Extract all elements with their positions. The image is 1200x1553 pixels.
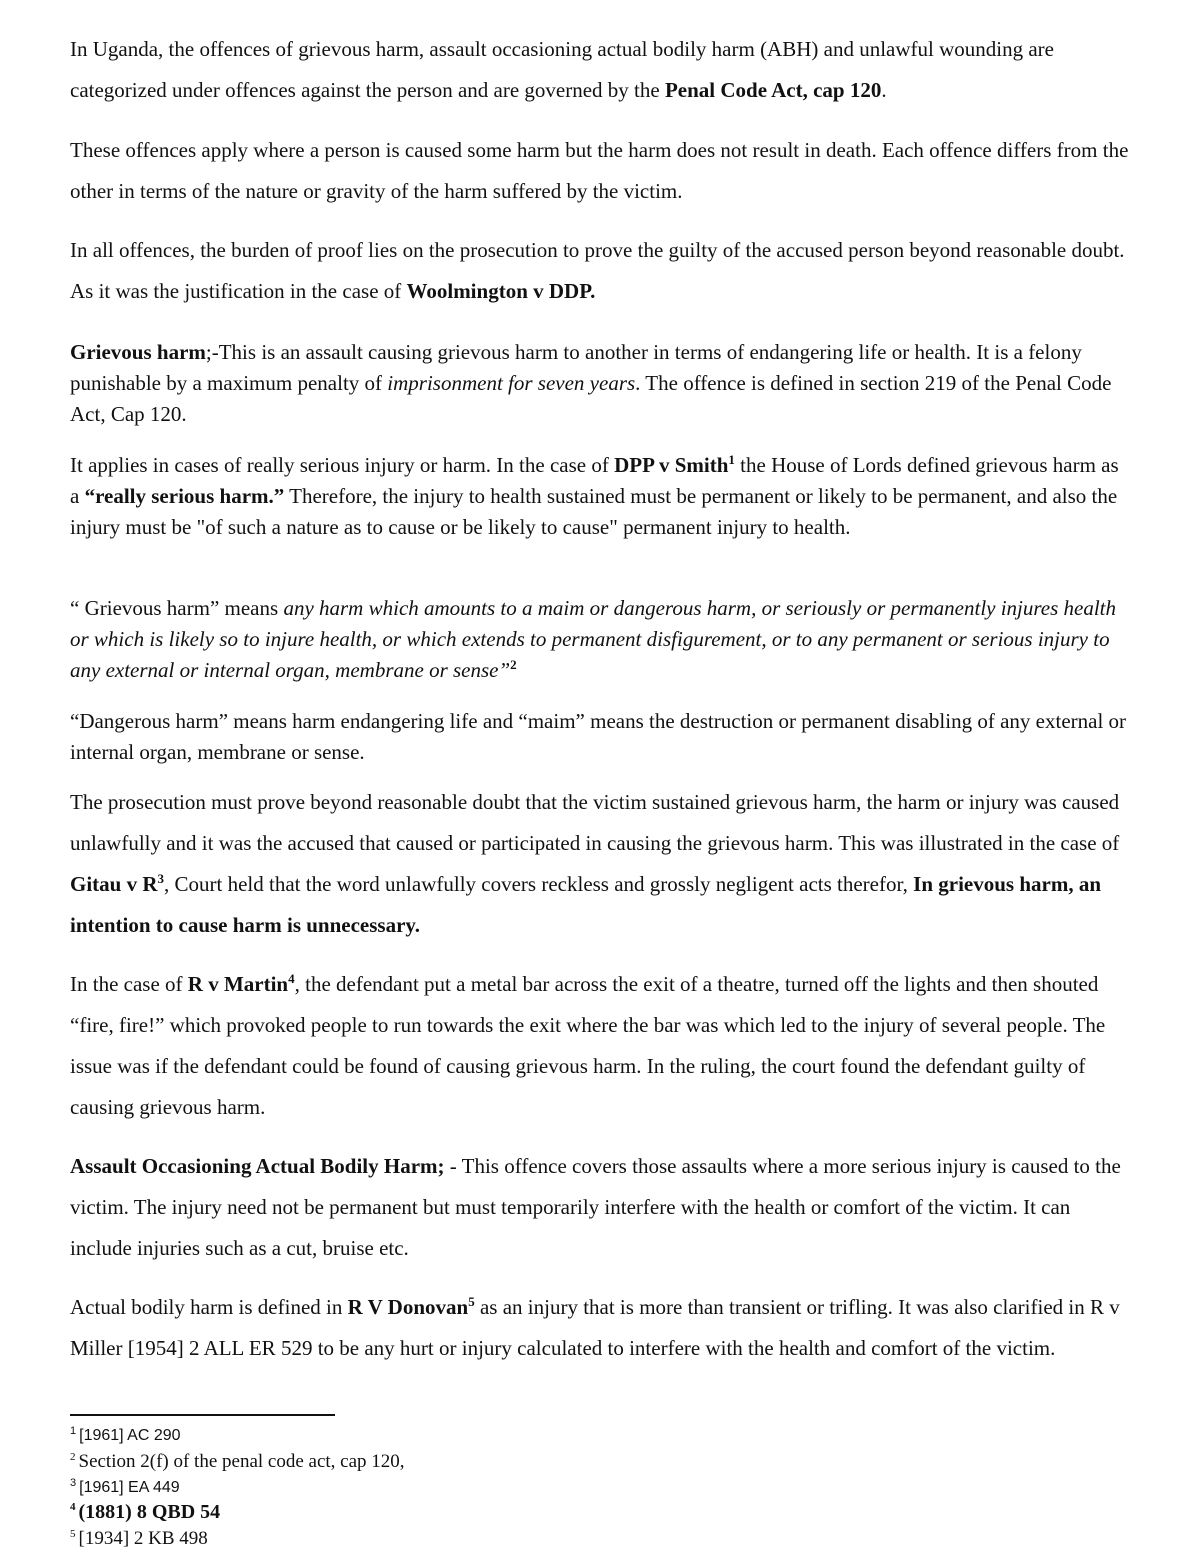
- abh-heading: Assault Occasioning Actual Bodily Harm;: [70, 1154, 445, 1178]
- footnote-ref-4[interactable]: 4: [288, 971, 295, 986]
- grievous-harm-heading: Grievous harm: [70, 340, 206, 364]
- scope-paragraph: These offences apply where a person is caused some harm but the harm does not result in death. Each offence differs from the other in terms of the nature or gravity of the harm suffered by the victim.: [70, 138, 1129, 203]
- footnote-ref-3[interactable]: 3: [157, 871, 165, 886]
- gitau-case: Gitau v R: [70, 872, 158, 896]
- footnote-ref-1[interactable]: 1: [728, 452, 735, 467]
- donovan-paragraph: Actual bodily harm is defined in R V Donovan$^5$ as an injury that is more than transient or trifling. It was also clarified in R v Miller [1954] 2 ALL ER 529 to be any hurt or injury calculated to interfere with the health and comfort of the victim.: [70, 1294, 1120, 1360]
- footnote-separator: [70, 1414, 335, 1416]
- r-v-martin-paragraph: In the case of R v Martin$^4$, the defendant put a metal bar across the exit of a theatre, turned off the lights and then shouted “fire, fire!” which provoked people to run towards the exit where the bar was which led to the injury of several people. The issue was if the defendant could be found of causing grievous harm. In the ruling, the court found the defendant guilty of causing grievous harm.: [70, 971, 1106, 1119]
- prosecution-paragraph: The prosecution must prove beyond reasonable doubt that the victim sustained grievous harm, the harm or injury was caused unlawfully and it was the accused that caused or participated in causing the grievous harm. This was illustrated in the case of Gitau v $R^3$, Court held that the word unlawfully covers reckless and grossly negligent acts therefor, In grievous harm, an intention to cause harm is unnecessary.: [70, 790, 1120, 937]
- abh-paragraph: Assault Occasioning Actual Bodily Harm; - This offence covers those assaults where a more serious injury is caused to the victim. The injury need not be permanent but must temporarily interfere with the health or comfort of the victim. It can include injuries such as a cut, bruise etc.: [70, 1154, 1121, 1260]
- intro-paragraph: In Uganda, the offences of grievous harm, assault occasioning actual bodily harm (ABH) and unlawful wounding are categorized under offences against the person and are governed by the Penal Code Act, cap 120.: [70, 37, 1054, 102]
- woolmington-case: Woolmington v DDP.: [406, 279, 596, 303]
- dpp-smith-paragraph: It applies in cases of really serious injury or harm. In the case of DPP v Smith$^1$ the House of Lords defined grievous harm as a “really serious harm.” Therefore, the injury to health sustained must be permanent or likely to be permanent, and also the injury must be "of such a nature as to cause or be likely to cause" permanent injury to health.: [70, 452, 1119, 539]
- footnote-ref-2[interactable]: 2: [510, 657, 517, 672]
- burden-of-proof-paragraph: In all offences, the burden of proof lies on the prosecution to prove the guilty of the accused person beyond reasonable doubt. As it was the justification in the case of Woolmington v DDP.: [70, 238, 1125, 303]
- grievous-harm-paragraph: Grievous harm;-This is an assault causing grievous harm to another in terms of endangering life or health. It is a felony punishable by a maximum penalty of imprisonment for seven years. The offence is defined in section 219 of the Penal Code Act, Cap 120.: [70, 340, 1112, 426]
- footnote-5: $^5$ [1934] 2 KB 498: [70, 1527, 208, 1549]
- penal-code-reference: Penal Code Act, cap 120: [664, 78, 882, 102]
- footnote-3: $^3$ [1961] EA 449: [70, 1476, 180, 1496]
- grievous-harm-definition: “ Grievous harm” means any harm which amounts to a maim or dangerous harm, or seriously or permanently injures health or which is likely so to injure health, or which extends to permanent disfigurement, or to any permanent or serious injury to any external or internal organ, membrane or sense”$^2$: [70, 596, 1117, 682]
- dpp-smith-case: DPP v Smith: [614, 453, 729, 477]
- donovan-case: R V Donovan: [347, 1295, 469, 1319]
- martin-case: R v Martin: [187, 972, 289, 996]
- footnote-2: $^2$ Section 2(f) of the penal code act, cap 120,: [70, 1450, 405, 1472]
- footnote-ref-5[interactable]: 5: [468, 1294, 475, 1309]
- dangerous-harm-definition: “Dangerous harm” means harm endangering life and “maim” means the destruction or permanent disabling of any external or internal organ, membrane or sense.: [70, 709, 1127, 764]
- footnote-1: $^1$ [1961] AC 290: [70, 1424, 181, 1444]
- footnote-4: $^4$ (1881) 8 QBD 54: [70, 1501, 221, 1523]
